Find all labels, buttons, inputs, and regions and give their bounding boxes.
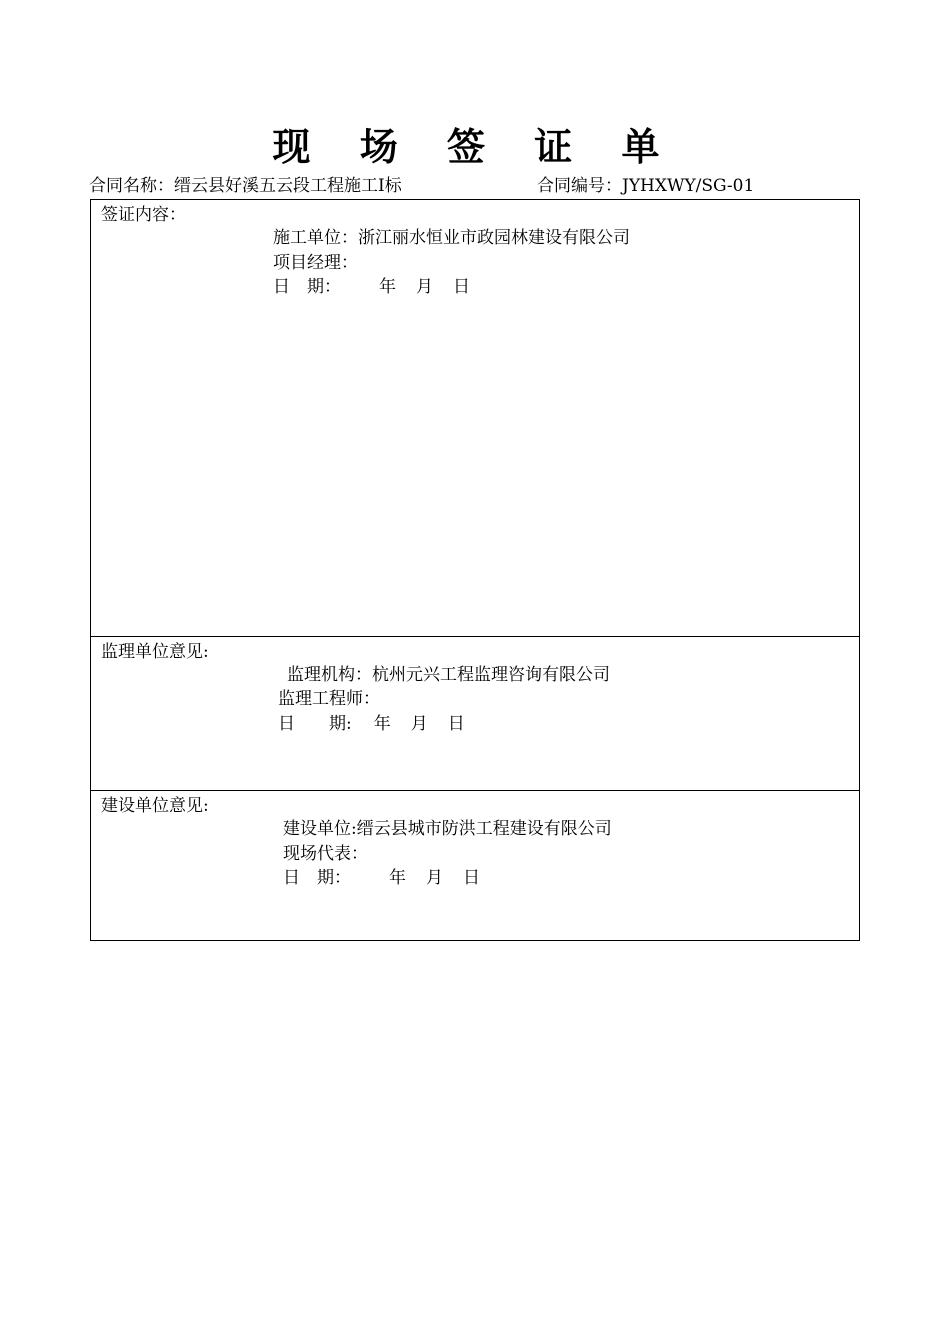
owner-section bbox=[91, 790, 859, 940]
construction-unit: 施工单位：浙江丽水恒业市政园林建设有限公司 bbox=[273, 228, 630, 248]
contract-number: 合同编号：JYHXWY/SG-01 bbox=[537, 176, 755, 196]
content-date-label: 日 期： bbox=[273, 277, 341, 297]
visa-content-heading: 签证内容： bbox=[101, 205, 186, 225]
visa-content-section bbox=[91, 200, 859, 636]
supervision-date-row bbox=[278, 712, 465, 736]
page-title: 现 场 签 证 单 bbox=[272, 124, 678, 169]
site-representative-label: 现场代表： bbox=[283, 844, 368, 864]
owner-date-row bbox=[283, 866, 480, 890]
supervision-date-month: 月 bbox=[410, 714, 428, 734]
supervision-org: 监理机构：杭州元兴工程监理咨询有限公司 bbox=[287, 665, 610, 685]
content-date-month: 月 bbox=[416, 277, 433, 297]
supervision-heading: 监理单位意见: bbox=[101, 642, 209, 662]
content-date-day: 日 bbox=[453, 277, 470, 297]
visa-form-table bbox=[90, 199, 860, 941]
owner-date-day: 日 bbox=[463, 868, 480, 888]
project-manager-label: 项目经理： bbox=[273, 253, 358, 273]
supervision-engineer-label: 监理工程师： bbox=[278, 689, 380, 709]
owner-heading: 建设单位意见: bbox=[101, 796, 209, 816]
supervision-date-year: 年 bbox=[373, 714, 391, 734]
contract-name: 合同名称：缙云县好溪五云段工程施工Ⅰ标 bbox=[89, 176, 402, 196]
owner-date-label: 日 期： bbox=[283, 868, 351, 888]
content-date-year: 年 bbox=[379, 277, 396, 297]
supervision-date-day: 日 bbox=[447, 714, 465, 734]
owner-date-year: 年 bbox=[389, 868, 406, 888]
owner-unit: 建设单位:缙云县城市防洪工程建设有限公司 bbox=[283, 819, 612, 839]
content-date-row bbox=[273, 275, 470, 299]
owner-date-month: 月 bbox=[426, 868, 443, 888]
supervision-section bbox=[91, 636, 859, 790]
supervision-date-label: 日 期: bbox=[278, 714, 352, 734]
